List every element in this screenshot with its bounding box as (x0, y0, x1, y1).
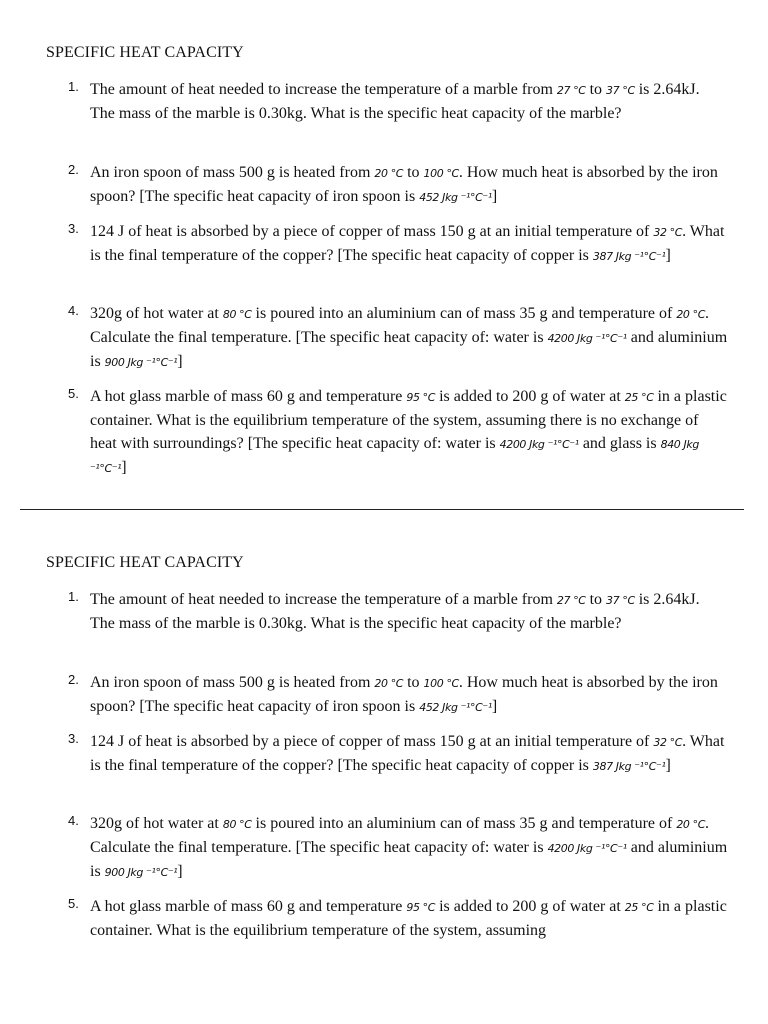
question-5 (68, 385, 728, 480)
math-value: 37 °C (606, 594, 635, 607)
text-run: in a plastic container. What is the equilibrium temperature of the system, assuming there is no exchange of heat with surroundings? [The specific heat capacity of: water is (90, 388, 727, 452)
text-run: . What is the final temperature of the copper? [The specific heat capacity of copper is (90, 733, 725, 774)
math-value: 32 °C (653, 736, 683, 749)
text-run: ] (665, 757, 671, 774)
math-value: 25 °C (624, 901, 654, 914)
question-text (68, 161, 728, 209)
question-number: 2. (68, 672, 79, 687)
text-run: The amount of heat needed to increase the temperature of a marble from (90, 81, 553, 98)
text-run: . How much heat is absorbed by the iron spoon? [The specific heat capacity of iron spoon is (90, 164, 718, 205)
page-divider (20, 509, 744, 510)
question-text (68, 812, 728, 884)
math-value: 900 Jkg ⁻¹°C⁻¹ (104, 866, 178, 879)
question-3 (68, 220, 728, 268)
text-run: 320g of hot water at (90, 815, 219, 832)
text-run: . What is the final temperature of the copper? [The specific heat capacity of copper is (90, 223, 725, 264)
text-run: in a plastic container. What is the equilibrium temperature of the system, assuming (90, 898, 727, 939)
text-run: ] (177, 353, 183, 370)
math-value: 100 °C (423, 167, 459, 180)
math-value: 20 °C (374, 677, 404, 690)
math-value: 37 °C (606, 84, 635, 97)
text-run: ] (121, 459, 127, 476)
worksheet-title: SPECIFIC HEAT CAPACITY (46, 554, 244, 571)
question-text (68, 78, 728, 125)
text-run: 124 J of heat is absorbed by a piece of copper of mass 150 g at an initial temperature of (90, 223, 650, 240)
math-value: 387 Jkg ⁻¹°C⁻¹ (592, 250, 666, 263)
math-value: 27 °C (556, 594, 586, 607)
question-number: 1. (68, 79, 79, 94)
text-run: A hot glass marble of mass 60 g and temperature (90, 388, 403, 405)
question-number: 3. (68, 731, 79, 746)
text-run: . Calculate the final temperature. [The specific heat capacity of: water is (90, 305, 710, 346)
question-2 (68, 161, 728, 209)
question-4 (68, 302, 728, 374)
text-run: is 2.64kJ. The mass of the marble is 0.30kg. What is the specific heat capacity of the marble? (90, 81, 700, 122)
text-run: to (407, 164, 420, 181)
text-run: ] (491, 188, 498, 205)
text-run: and glass is (582, 435, 657, 452)
math-value: 840 Jkg ⁻¹°C⁻¹ (90, 438, 699, 475)
text-run: ] (491, 698, 498, 715)
text-run: . Calculate the final temperature. [The specific heat capacity of: water is (90, 815, 710, 856)
question-number: 1. (68, 589, 79, 604)
text-run: ] (665, 247, 671, 264)
text-run: An iron spoon of mass 500 g is heated from (90, 164, 371, 181)
text-run: is 2.64kJ. The mass of the marble is 0.30kg. What is the specific heat capacity of the marble? (90, 591, 700, 632)
question-number: 5. (68, 386, 79, 401)
text-run: to (589, 81, 603, 98)
text-run: A hot glass marble of mass 60 g and temperature (90, 898, 403, 915)
math-value: 20 °C (676, 818, 706, 831)
text-run: ] (177, 863, 183, 880)
math-value: 100 °C (423, 677, 459, 690)
math-value: 32 °C (653, 226, 683, 239)
text-run: is poured into an aluminium can of mass 35 g and temperature of (255, 305, 673, 322)
math-value: 20 °C (374, 167, 404, 180)
question-number: 2. (68, 162, 79, 177)
math-value: 387 Jkg ⁻¹°C⁻¹ (592, 760, 666, 773)
text-run: is added to 200 g of water at (439, 388, 621, 405)
text-run: The amount of heat needed to increase the temperature of a marble from (90, 591, 553, 608)
question-text (68, 895, 728, 942)
text-run: to (589, 591, 603, 608)
math-value: 452 Jkg ⁻¹°C⁻¹ (419, 701, 492, 714)
question-text (68, 220, 728, 268)
text-run: and aluminium is (90, 329, 728, 370)
text-run: . How much heat is absorbed by the iron spoon? [The specific heat capacity of iron spoon is (90, 674, 718, 715)
math-value: 95 °C (406, 901, 436, 914)
math-value: 20 °C (676, 308, 706, 321)
math-value: 25 °C (624, 391, 654, 404)
text-run: is poured into an aluminium can of mass 35 g and temperature of (255, 815, 673, 832)
text-run: is added to 200 g of water at (439, 898, 621, 915)
question-text (68, 588, 728, 635)
question-text (68, 671, 728, 719)
text-run: 320g of hot water at (90, 305, 219, 322)
math-value: 80 °C (222, 308, 252, 321)
question-1 (68, 588, 728, 635)
question-3 (68, 730, 728, 778)
math-value: 80 °C (222, 818, 252, 831)
text-run: and aluminium is (90, 839, 728, 880)
text-run: 124 J of heat is absorbed by a piece of copper of mass 150 g at an initial temperature of (90, 733, 650, 750)
question-text (68, 730, 728, 778)
question-text (68, 302, 728, 374)
question-number: 4. (68, 303, 79, 318)
question-text (68, 385, 728, 480)
math-value: 4200 Jkg ⁻¹°C⁻¹ (499, 438, 579, 451)
question-5 (68, 895, 728, 942)
question-number: 3. (68, 221, 79, 236)
question-2 (68, 671, 728, 719)
question-number: 4. (68, 813, 79, 828)
text-run: to (407, 674, 420, 691)
question-1 (68, 78, 728, 125)
worksheet-title: SPECIFIC HEAT CAPACITY (46, 44, 244, 61)
math-value: 900 Jkg ⁻¹°C⁻¹ (104, 356, 178, 369)
text-run: An iron spoon of mass 500 g is heated from (90, 674, 371, 691)
math-value: 4200 Jkg ⁻¹°C⁻¹ (547, 842, 627, 855)
math-value: 4200 Jkg ⁻¹°C⁻¹ (547, 332, 627, 345)
question-4 (68, 812, 728, 884)
question-number: 5. (68, 896, 79, 911)
math-value: 452 Jkg ⁻¹°C⁻¹ (419, 191, 492, 204)
math-value: 27 °C (556, 84, 586, 97)
math-value: 95 °C (406, 391, 436, 404)
